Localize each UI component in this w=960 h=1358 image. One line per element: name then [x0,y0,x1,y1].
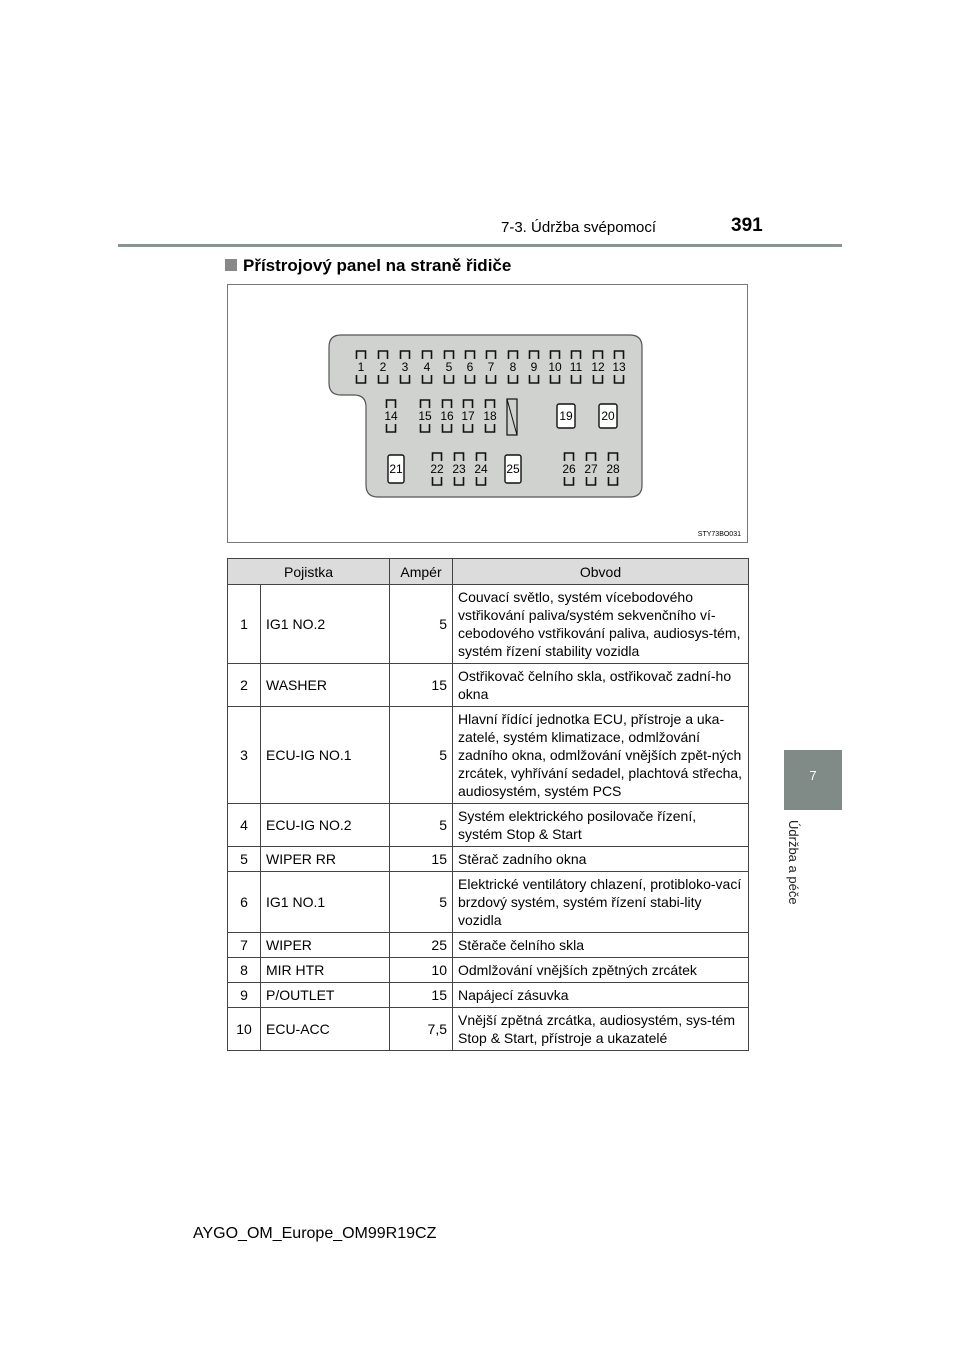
header-divider [118,244,842,247]
fuse-ampere: 5 [390,804,453,847]
header-section-title: 7-3. Údržba svépomocí [501,219,657,236]
fuse-number-label: 27 [584,462,598,476]
fuse-number-label: 19 [559,409,573,423]
fuse-circuit: Couvací světlo, systém vícebodového vstřikování paliva/systém sekvenčního ví-cebodového vstřikování paliva, audiosys-tém, systém řízení stability vozidla [453,585,749,664]
fuse-number: 5 [228,847,261,872]
fuse-name: ECU-IG NO.1 [261,707,390,804]
fuse-number-label: 22 [430,462,444,476]
fuse-box-diagram [227,284,748,543]
fuse-circuit: Elektrické ventilátory chlazení, protibloko-vací brzdový systém, systém řízení stabi-lity vozidla [453,872,749,933]
fuse-ampere: 5 [390,872,453,933]
fuse-number: 4 [228,804,261,847]
fuse-slot [505,455,521,483]
fuse-number-label: 25 [506,462,520,476]
fuse-name: ECU-ACC [261,1008,390,1051]
fuse-number-label: 18 [483,409,497,423]
fuse-ampere: 5 [390,707,453,804]
fuse-ampere: 25 [390,933,453,958]
fuse-number: 10 [228,1008,261,1051]
fuse-circuit: Odmlžování vnějších zpětných zrcátek [453,958,749,983]
diagram-code: STY73BO031 [697,531,741,538]
fuse-number-label: 6 [466,360,474,374]
fuse-name: IG1 NO.2 [261,585,390,664]
fuse-ampere: 5 [390,585,453,664]
fuse-number: 7 [228,933,261,958]
fuse-circuit: Stěrače čelního skla [453,933,749,958]
fuse-number-label: 14 [384,409,398,423]
fuse-number: 1 [228,585,261,664]
table-row [228,707,749,804]
fuse-name: WIPER [261,933,390,958]
chapter-tab[interactable] [784,750,842,810]
table-row [228,804,749,847]
fuse-number-label: 5 [445,360,453,374]
fuse-number-label: 15 [418,409,432,423]
fuse-number-label: 1 [357,360,365,374]
fuse-number-label: 23 [452,462,466,476]
table-row [228,1008,749,1051]
fuse-ampere: 10 [390,958,453,983]
fuse-slot [557,404,575,428]
fuse-box-outline [228,285,747,542]
section-title-text: Přístrojový panel na straně řidiče [243,256,512,275]
fuse-name: WIPER RR [261,847,390,872]
fuse-slot [599,404,617,428]
fuse-circuit: Vnější zpětná zrcátka, audiosystém, sys-tém Stop & Start, přístroje a ukazatelé [453,1008,749,1051]
fuse-number-label: 13 [612,360,626,374]
column-header-circuit: Obvod [453,559,749,585]
fuse-slot [388,455,404,483]
chapter-label: Údržba a péče [786,820,801,905]
fuse-number: 3 [228,707,261,804]
fuse-number-label: 26 [562,462,576,476]
fuse-number-label: 12 [591,360,605,374]
document-footer: AYGO_OM_Europe_OM99R19CZ [193,1225,437,1242]
fuse-number-label: 11 [569,360,583,374]
fuse-name: P/OUTLET [261,983,390,1008]
table-row [228,872,749,933]
page-number: 391 [731,215,763,236]
table-row [228,933,749,958]
fuse-circuit: Hlavní řídící jednotka ECU, přístroje a uka-zatelé, systém klimatizace, odmlžování zadního okna, odmlžování vnějších zpět-ných zrcátek, vyhřívání sedadel, plachtová střecha, audiosystém, systém PCS [453,707,749,804]
section-title [225,256,511,276]
fuse-number-label: 7 [487,360,495,374]
square-bullet-icon [225,259,237,271]
fuse-number-label: 17 [461,409,475,423]
fuse-ampere: 15 [390,983,453,1008]
fuse-number-label: 9 [530,360,538,374]
fuse-name: WASHER [261,664,390,707]
fuse-number: 2 [228,664,261,707]
table-header-row [228,559,749,585]
table-row [228,958,749,983]
fuse-number-label: 10 [548,360,562,374]
fuse-name: IG1 NO.1 [261,872,390,933]
fuse-number-label: 21 [389,462,403,476]
column-header-fuse: Pojistka [228,559,390,585]
column-header-ampere: Ampér [390,559,453,585]
fuse-number-label: 28 [606,462,620,476]
fuse-number-label: 24 [474,462,488,476]
fuse-table [227,558,749,1051]
chapter-number: 7 [809,768,817,783]
table-row [228,664,749,707]
fuse-circuit: Stěrač zadního okna [453,847,749,872]
fuse-number-label: 20 [601,409,615,423]
fuse-name: ECU-IG NO.2 [261,804,390,847]
fuse-number-label: 16 [440,409,454,423]
fuse-name: MIR HTR [261,958,390,983]
fuse-circuit: Ostřikovač čelního skla, ostřikovač zadní-ho okna [453,664,749,707]
fuse-circuit: Napájecí zásuvka [453,983,749,1008]
fuse-number-label: 4 [423,360,431,374]
fuse-circuit: Systém elektrického posilovače řízení, systém Stop & Start [453,804,749,847]
fuse-number-label: 3 [401,360,409,374]
table-row [228,983,749,1008]
table-row [228,847,749,872]
table-row [228,585,749,664]
fuse-number-label: 2 [379,360,387,374]
fuse-ampere: 15 [390,847,453,872]
fuse-number: 8 [228,958,261,983]
fuse-number-label: 8 [509,360,517,374]
fuse-ampere: 15 [390,664,453,707]
fuse-ampere: 7,5 [390,1008,453,1051]
fuse-number: 6 [228,872,261,933]
fuse-number: 9 [228,983,261,1008]
